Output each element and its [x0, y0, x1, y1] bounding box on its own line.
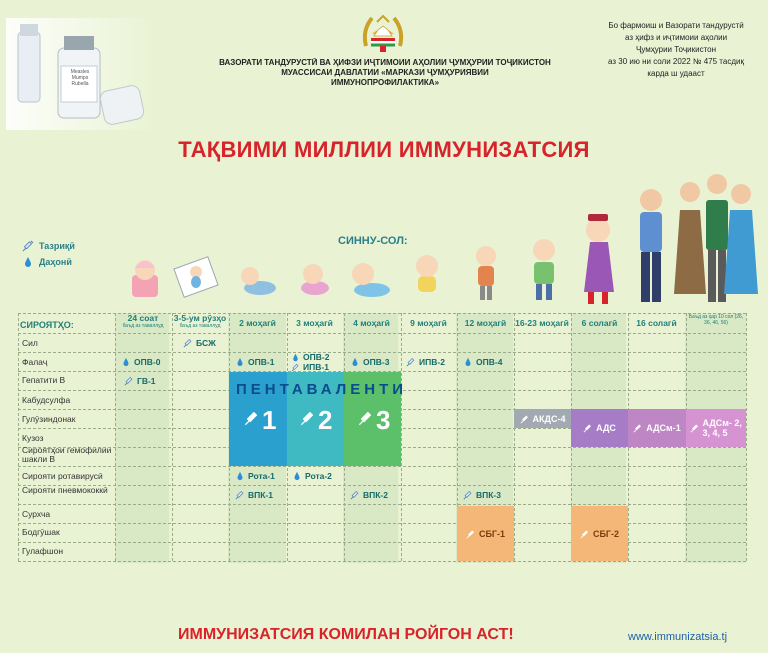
vial-label-line: Rubella: [71, 81, 89, 87]
vaccine-hb1: ГВ-1: [137, 376, 156, 386]
decree-line: Бо фармоиш и Вазорати тандурустӣ: [608, 21, 744, 30]
disease-label: Гулафшон: [22, 546, 64, 556]
vaccine-pcv2: ВПК-2: [363, 490, 388, 500]
grid-line-horizontal: [18, 352, 746, 353]
icon-stack: [291, 353, 300, 372]
pentavalent-dose-3: 3: [376, 405, 391, 435]
rota2-badge: [292, 471, 332, 481]
syringe-icon: [463, 490, 473, 500]
age-label: 16 солагӣ: [636, 318, 677, 328]
pcv2-badge: [350, 490, 388, 500]
age-label: 3 моҳагӣ: [296, 318, 333, 328]
syringe-icon: [291, 363, 300, 372]
age-header-3-5d: [172, 314, 228, 329]
baby-4m-icon: [352, 263, 390, 297]
syringe-icon: [406, 357, 416, 367]
syringe-icon: [690, 423, 700, 433]
grid-line-horizontal: [18, 466, 746, 467]
legend-injection-label: Тазриқӣ: [39, 241, 75, 251]
hb1-badge: [124, 376, 156, 386]
syringe-icon: [583, 423, 593, 433]
syringe-icon: [300, 410, 316, 426]
legend-injection: [22, 238, 75, 254]
newborn-icon: [132, 260, 158, 297]
td1-block: [628, 409, 686, 447]
vaccine-ipv1: ИПВ-1: [303, 362, 329, 372]
age-header-12m: [457, 319, 514, 328]
disease-label: Фалаҷ: [22, 357, 48, 367]
drop-icon: [22, 256, 34, 268]
age-sublabel: Баъд аз ҳар 10 сол (26, 36, 46, 56): [688, 314, 744, 326]
age-label: 2 моҳагӣ: [239, 318, 276, 328]
ministry-line: ИММУНОПРОФИЛАКТИКА»: [330, 78, 440, 87]
age-sublabel: баъд аз таваллуд: [179, 323, 221, 329]
pcv1-badge: [235, 490, 273, 500]
age-label: 24 соат: [127, 313, 159, 323]
vaccine-bcg: БСЖ: [196, 338, 216, 348]
dtp4-block: [514, 409, 571, 428]
drop-icon: [350, 357, 360, 367]
ipv2-badge: [406, 357, 445, 367]
opv4-badge: [463, 357, 502, 367]
child-12m-icon: [476, 246, 496, 300]
grid-line-horizontal: [18, 561, 746, 562]
decree-note: [590, 20, 762, 80]
pentavalent-dose-2: 2: [318, 405, 333, 435]
decree-line: Ҷумҳурии Тоҷикистон: [635, 45, 717, 54]
opv3-badge: [350, 357, 389, 367]
vial-label: [64, 69, 96, 87]
vaccine-ipv2: ИПВ-2: [419, 357, 445, 367]
drop-icon: [235, 357, 245, 367]
child-9m-icon: [416, 255, 438, 292]
vaccine-td-booster: АДСм- 2, 3, 4, 5: [702, 418, 742, 438]
syringe-icon: [358, 410, 374, 426]
age-header-24h: [116, 314, 170, 329]
vaccine-pcv1: ВПК-1: [248, 490, 273, 500]
opv0-badge: [121, 357, 160, 367]
age-label: 12 моҳагӣ: [464, 318, 507, 328]
age-header-every-10y: [686, 314, 746, 326]
vaccine-opv1: ОПВ-1: [248, 357, 275, 367]
column-band: [115, 313, 169, 563]
baby-3m-icon: [301, 264, 329, 295]
syringe-icon: [183, 338, 193, 348]
age-label: 9 моҳагӣ: [410, 318, 447, 328]
legend-oral: [22, 254, 75, 270]
decree-line: аз 30 ию ни соли 2022 № 475 тасдиқ: [608, 57, 744, 66]
vaccine-mmr2: СБГ-2: [592, 528, 620, 539]
age-header-16y: [628, 319, 685, 328]
age-label: 3-5-ум рӯзҳо: [173, 313, 227, 323]
ministry-line: МУАССИСАИ ДАВЛАТИИ «МАРКАЗИ ҶУМҲУРИЯВИИ: [281, 68, 489, 77]
adults-icon: [674, 174, 758, 302]
opv1-badge: [235, 357, 274, 367]
tajikistan-emblem: [358, 8, 408, 54]
drop-icon: [121, 357, 131, 367]
rota1-badge: [235, 471, 275, 481]
grid-line-horizontal: [18, 485, 746, 486]
bcg-badge: [183, 338, 216, 348]
disease-label: Сил: [22, 338, 38, 348]
vaccine-opv3: ОПВ-3: [363, 357, 390, 367]
page-title: ТАҚВИМИ МИЛЛИИ ИММУНИЗАТСИЯ: [178, 137, 590, 162]
syringe-icon: [633, 423, 643, 433]
syringe-icon: [580, 529, 590, 539]
mmr1-block: [457, 506, 514, 561]
legend: [22, 238, 75, 270]
syringe-icon: [350, 490, 360, 500]
disease-label: Сурхча: [22, 509, 51, 519]
syringe-icon: [520, 414, 530, 424]
age-title: СИННУ-СОЛ:: [338, 235, 408, 247]
decree-line: карда ш удааст: [647, 69, 705, 78]
teen-16y-icon: [640, 189, 662, 302]
vaccine-pcv3: ВПК-3: [476, 490, 501, 500]
ministry-line: ВАЗОРАТИ ТАНДУРУСТӢ ВА ҲИФЗИ ИҶТИМОИИ АҲОЛИИ ҶУМҲУРИИ ТОҶИКИСТОН: [219, 58, 551, 67]
disease-label: Сирояти ротавирусӣ: [22, 471, 103, 481]
grid-line-horizontal: [18, 504, 746, 505]
pentavalent-dose-1: 1: [262, 405, 277, 435]
mmr2-block: [571, 506, 628, 561]
age-label: 6 солагӣ: [581, 318, 618, 328]
drop-icon: [463, 357, 473, 367]
syringe-icon: [244, 410, 260, 426]
disease-label: Гепатити В: [22, 375, 66, 385]
table-corner-label: СИРОЯТҲО:: [20, 320, 74, 330]
vial-label-line: Mumps: [71, 75, 89, 81]
opv2-ipv1-badge: [291, 352, 329, 372]
label-stack: [303, 352, 329, 372]
syringe-icon: [235, 490, 245, 500]
age-header-4m: [343, 319, 400, 328]
dt-block: [571, 409, 628, 447]
baby-2m-icon: [241, 267, 276, 295]
vaccine-opv2: ОПВ-2: [303, 352, 330, 362]
pcv3-badge: [463, 490, 501, 500]
disease-label: Гулӯзиндонак: [22, 414, 76, 424]
age-header-16-23m: [513, 319, 571, 328]
disease-label: Бодгӯшак: [22, 527, 60, 537]
age-header-2m: [229, 319, 286, 328]
vaccine-td1: АДСм-1: [646, 423, 681, 433]
vial-label-line: Measles: [70, 69, 90, 75]
vaccine-dtp4: АКДС-4: [532, 413, 566, 424]
age-label: 4 моҳагӣ: [353, 318, 390, 328]
vaccine-rota1: Рота-1: [248, 471, 275, 481]
grid-line-horizontal: [18, 333, 746, 334]
disease-label: Сироятҳои гемофилии шакли В: [22, 445, 112, 464]
child-16-23m-icon: [533, 239, 555, 300]
disease-label: Кабудсулфа: [22, 395, 71, 405]
syringe-icon: [124, 376, 134, 386]
drop-icon: [291, 353, 300, 362]
age-label: 16-23 моҳагӣ: [515, 318, 569, 328]
age-illustrations: [120, 170, 760, 310]
ministry-header: [190, 58, 580, 88]
vaccine-opv0: ОПВ-0: [134, 357, 161, 367]
decree-line: аз ҳифз и иҷтимоии аҳолии: [624, 33, 728, 42]
age-header-6y: [571, 319, 628, 328]
vaccine-dt: АДС: [596, 423, 616, 433]
child-6y-icon: [584, 214, 614, 304]
legend-oral-label: Даҳонӣ: [39, 257, 72, 267]
footer-slogan: ИММУНИЗАТСИЯ КОМИЛАН РОЙГОН АСТ!: [178, 626, 514, 643]
grid-line-horizontal: [18, 523, 746, 524]
syringe-icon: [22, 240, 34, 252]
age-sublabel: баъд аз таваллуд: [122, 323, 164, 329]
website-link[interactable]: www.immunizatsia.tj: [628, 631, 728, 643]
syringe-icon: [466, 529, 476, 539]
grid-line-horizontal: [18, 542, 746, 543]
pentavalent-label: ПЕНТАВАЛЕНТИ: [236, 381, 408, 398]
drop-icon: [292, 471, 302, 481]
vaccine-opv4: ОПВ-4: [476, 357, 503, 367]
disease-label: Кузоз: [22, 433, 44, 443]
grid-line-vertical: [746, 313, 747, 561]
td-booster-block: [686, 409, 746, 447]
vaccine-rota2: Рота-2: [305, 471, 332, 481]
drop-icon: [235, 471, 245, 481]
age-header-9m: [400, 319, 457, 328]
baby-blanket-icon: [174, 257, 218, 298]
disease-label: Сирояти пневмококкӣ: [22, 485, 108, 495]
vaccine-mmr1: СБГ-1: [478, 528, 506, 539]
age-header-3m: [286, 319, 343, 328]
